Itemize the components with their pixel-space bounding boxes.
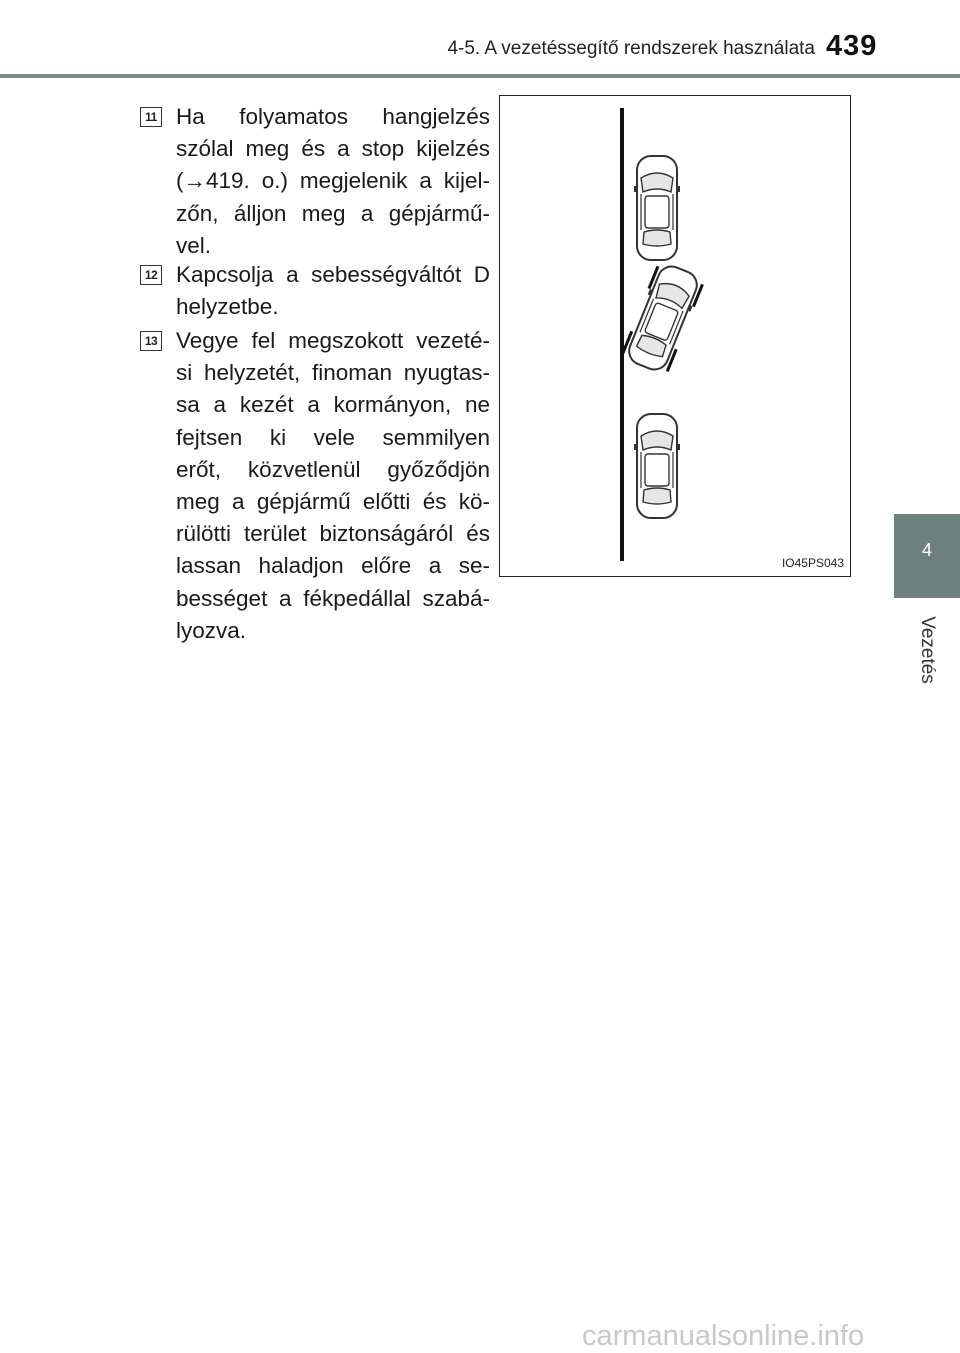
text-line: szólal meg és a stop kijelzés <box>176 136 490 162</box>
text-line: meg a gépjármű előtti és kö- <box>176 489 490 515</box>
parked-car-front <box>634 156 680 260</box>
parking-diagram <box>500 96 852 578</box>
text-line: sa a kezét a kormányon, ne <box>176 392 490 418</box>
step-text <box>176 325 490 647</box>
chapter-tab <box>894 514 960 598</box>
step-number-badge: 11 <box>140 107 162 127</box>
text-line: vel. <box>176 232 212 258</box>
step-text <box>176 259 490 323</box>
figure-code: IO45PS043 <box>781 556 844 570</box>
step-text <box>176 101 490 262</box>
text-line: lyozva. <box>176 617 247 643</box>
maneuvering-car <box>621 261 704 375</box>
step-number-badge: 13 <box>140 331 162 351</box>
section-title: 4-5. A vezetéssegítő rendszerek használata <box>447 38 815 59</box>
text-line: Ha folyamatos hangjelzés <box>176 104 490 129</box>
text-line: bességet a fékpedállal szabá- <box>176 585 490 611</box>
watermark: carmanualsonline.info <box>582 1320 865 1352</box>
text-line: Kapcsolja a sebességváltót D <box>176 262 490 287</box>
page-number: 439 <box>826 30 878 62</box>
parking-illustration <box>499 95 851 577</box>
text-line: rülötti terület biztonságáról és <box>176 521 490 547</box>
text-line: si helyzetét, finoman nyugtas- <box>176 360 490 386</box>
text-line: fejtsen ki vele semmilyen <box>176 424 490 450</box>
parked-car-rear <box>634 414 680 518</box>
step-number-badge: 12 <box>140 265 162 285</box>
chapter-number: 4 <box>921 540 932 560</box>
text-line: zőn, álljon meg a gépjármű- <box>176 200 490 226</box>
text-line: erőt, közvetlenül győződjön <box>176 456 490 482</box>
text-line: Vegye fel megszokott vezeté- <box>176 328 490 353</box>
text-line: lassan haladjon előre a se- <box>176 553 490 579</box>
header-divider <box>0 74 960 78</box>
text-line: (→419. o.) megjelenik a kijel- <box>176 168 490 194</box>
chapter-label: Vezetés <box>917 616 938 684</box>
text-line: helyzetbe. <box>176 294 279 320</box>
